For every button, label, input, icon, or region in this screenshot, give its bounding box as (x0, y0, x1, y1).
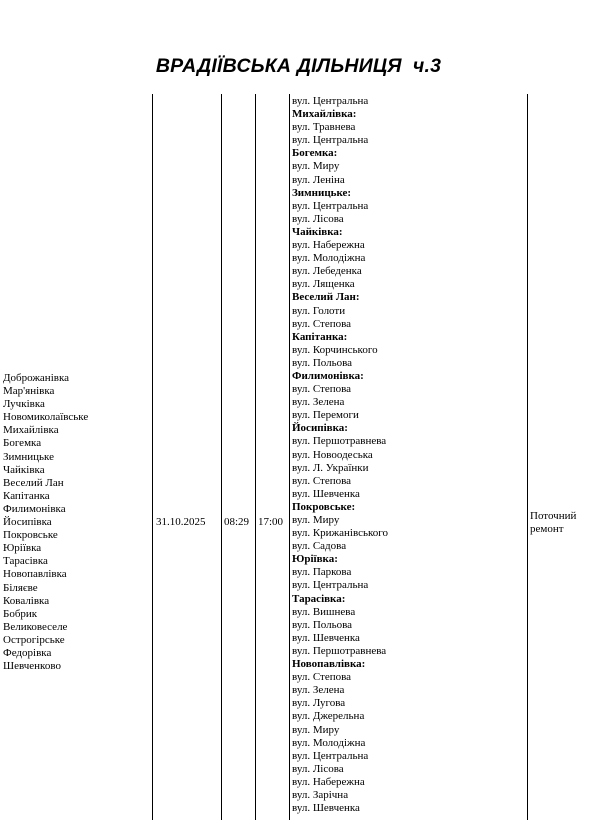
village-heading: Покровське: (292, 500, 356, 513)
street-item: вул. Миру (292, 514, 340, 526)
street-item: вул. Лісова (292, 212, 344, 225)
village-heading: Филимонівка: (292, 369, 364, 382)
settlement-item: Ковалівка (3, 594, 50, 607)
street-item: вул. Зарічна (292, 788, 349, 801)
outage-date: 31.10.2025 (156, 516, 206, 528)
street-item: вул. Миру (292, 723, 340, 736)
street-item: вул. Центральна (292, 749, 369, 762)
street-item: вул. Новоодеська (292, 448, 373, 461)
street-item: вул. Степова (292, 474, 352, 487)
column-divider (221, 94, 222, 820)
street-item: вул. Травнева (292, 121, 356, 134)
street-item: вул. Садова (292, 540, 347, 553)
street-item: вул. Польова (292, 356, 353, 369)
street-item: вул. Миру (292, 160, 340, 173)
street-item: вул. Першотравнева (292, 644, 387, 657)
settlement-item: Филимонівка (3, 502, 66, 515)
settlement-item: Покровське (3, 529, 58, 542)
streets-list (292, 95, 388, 815)
time-start: 08:29 (224, 516, 250, 528)
street-item: вул. Шевченка (292, 802, 360, 815)
street-item: вул. Джерельна (292, 710, 365, 723)
street-item: вул. Шевченка (292, 631, 360, 644)
street-item: вул. Зелена (292, 684, 345, 697)
street-item: вул. Перемоги (292, 409, 359, 422)
settlements-list (3, 372, 88, 673)
time-end: 17:00 (258, 516, 284, 528)
village-heading: Юріївка: (292, 553, 338, 566)
street-item: вул. Центральна (292, 579, 369, 592)
street-item: вул. Молодіжна (292, 736, 366, 749)
street-item: вул. Центральна (292, 134, 369, 147)
settlement-item: Доброжанівка (3, 372, 70, 384)
settlement-item: Великовеселе (3, 620, 68, 633)
settlement-item: Біляєве (3, 581, 38, 594)
street-item: вул. Степова (292, 671, 352, 684)
settlement-item: Йосипівка (3, 516, 52, 529)
work-type: Поточний ремонт (530, 510, 577, 536)
street-item: вул. Степова (292, 383, 352, 396)
column-divider (152, 94, 153, 820)
village-heading: Чайківка: (292, 225, 343, 238)
column-divider (527, 94, 528, 820)
settlement-item: Богемка (3, 437, 42, 450)
settlement-item: Острогірське (3, 633, 65, 646)
village-heading: Зимницьке: (292, 186, 352, 199)
settlement-item: Федорівка (3, 646, 52, 659)
village-heading: Капітанка: (292, 330, 348, 343)
settlement-item: Шевченково (3, 660, 61, 673)
village-heading: Михайлівка: (292, 108, 357, 121)
street-item: вул. Л. Українки (292, 461, 369, 474)
street-item: вул. Корчинського (292, 343, 378, 356)
street-item: вул. Польова (292, 618, 353, 631)
column-divider (255, 94, 256, 820)
street-item: вул. Степова (292, 317, 352, 330)
village-heading: Йосипівка: (292, 422, 348, 435)
street-item: вул. Центральна (292, 199, 369, 212)
street-item: вул. Леніна (292, 173, 345, 186)
street-item: вул. Першотравнева (292, 435, 387, 448)
street-item: вул. Вишнева (292, 605, 356, 618)
village-heading: Тарасівка: (292, 592, 346, 605)
street-item: вул. Лященка (292, 278, 355, 291)
settlement-item: Капітанка (3, 489, 50, 502)
settlement-item: Чайківка (3, 463, 45, 476)
settlement-item: Тарасівка (3, 555, 48, 568)
street-item: вул. Лісова (292, 762, 344, 775)
settlement-item: Новомиколаївське (3, 411, 89, 424)
street-item: вул. Молодіжна (292, 252, 366, 265)
column-divider (289, 94, 290, 820)
settlement-item: Новопавлівка (3, 568, 67, 581)
street-item: вул. Центральна (292, 95, 369, 107)
street-item: вул. Голоти (292, 304, 346, 317)
settlement-item: Мар'янівка (3, 385, 55, 398)
settlement-item: Михайлівка (3, 424, 59, 437)
village-heading: Новопавлівка: (292, 658, 366, 671)
street-item: вул. Набережна (292, 775, 365, 788)
street-item: вул. Набережна (292, 239, 365, 252)
street-item: вул. Зелена (292, 396, 345, 409)
settlement-item: Лучківка (3, 398, 45, 411)
settlement-item: Бобрик (3, 607, 38, 620)
settlement-item: Зимницьке (3, 450, 54, 463)
village-heading: Богемка: (292, 147, 338, 160)
street-item: вул. Паркова (292, 566, 352, 579)
page-title: ВРАДІЇВСЬКА ДІЛЬНИЦЯ ч.3 (155, 55, 442, 77)
settlement-item: Веселий Лан (3, 476, 64, 489)
street-item: вул. Шевченка (292, 487, 360, 500)
village-heading: Веселий Лан: (292, 291, 360, 304)
settlement-item: Юріївка (3, 542, 42, 555)
street-item: вул. Лебеденка (292, 265, 362, 278)
street-item: вул. Крижанівського (292, 527, 389, 540)
street-item: вул. Лугова (292, 697, 346, 710)
